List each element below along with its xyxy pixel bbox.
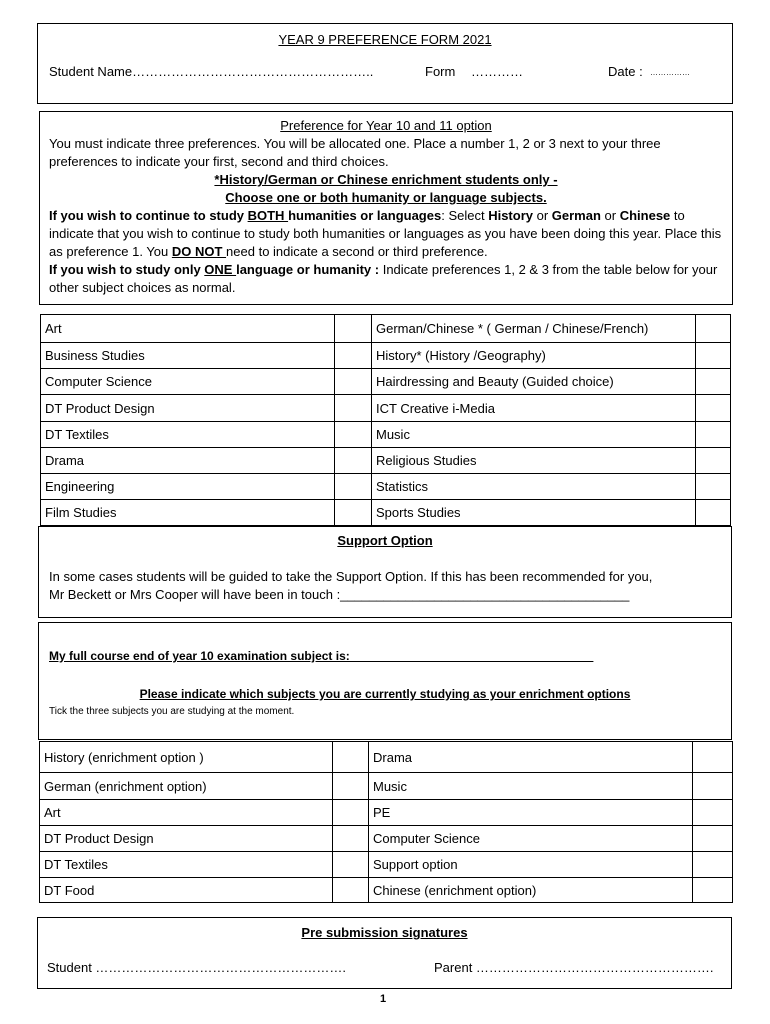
exam-box bbox=[38, 622, 732, 740]
subjects-choice-box-left[interactable] bbox=[335, 343, 372, 369]
enrichment-choice-box-left[interactable] bbox=[333, 878, 369, 903]
enrichment-row bbox=[40, 742, 733, 773]
header-box bbox=[37, 23, 733, 104]
enrichment-choice-box-right[interactable] bbox=[693, 852, 733, 878]
enrichment-choice-box-left[interactable] bbox=[333, 800, 369, 826]
enrichment-subject-right: Support option bbox=[369, 852, 693, 878]
subjects-choice-box-right[interactable] bbox=[696, 315, 731, 343]
subjects-subject-right: History* (History /Geography) bbox=[372, 343, 696, 369]
subjects-subject-right: ICT Creative i-Media bbox=[372, 395, 696, 422]
enrichment-choice-box-right[interactable] bbox=[693, 878, 733, 903]
enrichment-choice-box-left[interactable] bbox=[333, 742, 369, 773]
enrichment-subject-left: DT Textiles bbox=[40, 852, 333, 878]
subjects-subject-left: Engineering bbox=[41, 474, 335, 500]
subjects-choice-box-right[interactable] bbox=[696, 448, 731, 474]
support-heading: Support Option bbox=[337, 533, 433, 548]
choose-line: Choose one or both humanity or language subjects. bbox=[225, 190, 547, 205]
subjects-subject-right: Sports Studies bbox=[372, 500, 696, 526]
subjects-choice-box-right[interactable] bbox=[696, 395, 731, 422]
enrichment-choice-box-left[interactable] bbox=[333, 773, 369, 800]
enrichment-subject-left: Art bbox=[40, 800, 333, 826]
subjects-subject-right: Statistics bbox=[372, 474, 696, 500]
enrichment-subject-right: Music bbox=[369, 773, 693, 800]
enrichment-choice-box-left[interactable] bbox=[333, 826, 369, 852]
enrichment-row bbox=[40, 826, 733, 852]
preference-box bbox=[39, 111, 733, 305]
subjects-subject-right: German/Chinese * ( German / Chinese/French) bbox=[372, 315, 696, 343]
enrichment-subject-left: DT Product Design bbox=[40, 826, 333, 852]
enrichment-choice-box-left[interactable] bbox=[333, 852, 369, 878]
subjects-row bbox=[41, 448, 731, 474]
enrichment-subject-left: DT Food bbox=[40, 878, 333, 903]
subjects-choice-box-left[interactable] bbox=[335, 315, 372, 343]
exam-subject-line[interactable]: My full course end of year 10 examination subject is: ____________________________________ bbox=[49, 649, 594, 663]
preference-heading: Preference for Year 10 and 11 option bbox=[280, 118, 492, 133]
enrichment-options-heading: Please indicate which subjects you are currently studying as your enrichment options bbox=[139, 687, 631, 701]
subjects-choice-box-left[interactable] bbox=[335, 395, 372, 422]
subjects-row bbox=[41, 422, 731, 448]
tick-note: Tick the three subjects you are studying at the moment. bbox=[49, 706, 295, 717]
subjects-table bbox=[40, 314, 731, 526]
form-title: YEAR 9 PREFERENCE FORM 2021 bbox=[278, 32, 492, 47]
date-field[interactable]: …………… bbox=[650, 68, 690, 77]
form-field-label: Form bbox=[425, 64, 456, 79]
date-field-label: Date : bbox=[608, 64, 643, 79]
subjects-choice-box-right[interactable] bbox=[696, 422, 731, 448]
enrichment-choice-box-right[interactable] bbox=[693, 826, 733, 852]
enrichment-choice-box-right[interactable] bbox=[693, 742, 733, 773]
subjects-row bbox=[41, 343, 731, 369]
student-name-field[interactable]: Student Name……………………………………………….. bbox=[49, 64, 374, 79]
subjects-choice-box-left[interactable] bbox=[335, 500, 372, 526]
support-box bbox=[38, 526, 732, 618]
enrichment-subject-left: History (enrichment option ) bbox=[40, 742, 333, 773]
subjects-choice-box-right[interactable] bbox=[696, 343, 731, 369]
signatures-heading: Pre submission signatures bbox=[301, 925, 468, 940]
support-text-1: In some cases students will be guided to take the Support Option. If this has been recommended for you, bbox=[49, 569, 653, 584]
enrichment-table bbox=[39, 741, 733, 903]
form-field[interactable]: ………… bbox=[471, 64, 523, 79]
subjects-choice-box-right[interactable] bbox=[696, 474, 731, 500]
enrichment-choice-box-right[interactable] bbox=[693, 773, 733, 800]
subjects-subject-left: Art bbox=[41, 315, 335, 343]
preference-intro: You must indicate three preferences. You will be allocated one. Place a number 1, 2 or 3 next to your three preferences to indicate your first, second and third choices. bbox=[49, 136, 661, 169]
enrichment-row bbox=[40, 852, 733, 878]
subjects-row bbox=[41, 395, 731, 422]
subjects-choice-box-right[interactable] bbox=[696, 500, 731, 526]
subjects-choice-box-left[interactable] bbox=[335, 474, 372, 500]
enrichment-subject-right: Computer Science bbox=[369, 826, 693, 852]
subjects-subject-left: DT Product Design bbox=[41, 395, 335, 422]
enrichment-row bbox=[40, 800, 733, 826]
subjects-subject-left: Drama bbox=[41, 448, 335, 474]
enrichment-row bbox=[40, 773, 733, 800]
enrichment-choice-box-right[interactable] bbox=[693, 800, 733, 826]
enrichment-subject-right: Drama bbox=[369, 742, 693, 773]
subjects-subject-left: DT Textiles bbox=[41, 422, 335, 448]
enrichment-subject-right: PE bbox=[369, 800, 693, 826]
subjects-choice-box-left[interactable] bbox=[335, 422, 372, 448]
enrichment-subject-right: Chinese (enrichment option) bbox=[369, 878, 693, 903]
subjects-row bbox=[41, 500, 731, 526]
subjects-subject-right: Hairdressing and Beauty (Guided choice) bbox=[372, 369, 696, 395]
support-text-2[interactable]: Mr Beckett or Mrs Cooper will have been in touch :________________________________________ bbox=[49, 587, 630, 602]
subjects-choice-box-left[interactable] bbox=[335, 448, 372, 474]
subjects-subject-left: Film Studies bbox=[41, 500, 335, 526]
subjects-subject-right: Music bbox=[372, 422, 696, 448]
parent-signature-field[interactable]: Parent ………………………………………………. bbox=[434, 960, 714, 975]
enrichment-subject-left: German (enrichment option) bbox=[40, 773, 333, 800]
enrichment-heading: *History/German or Chinese enrichment students only - bbox=[214, 172, 558, 187]
signatures-box bbox=[37, 917, 732, 989]
subjects-row bbox=[41, 369, 731, 395]
enrichment-row bbox=[40, 878, 733, 903]
subjects-subject-left: Business Studies bbox=[41, 343, 335, 369]
page-number: 1 bbox=[380, 993, 387, 1005]
one-paragraph: If you wish to study only ONE language or humanity : Indicate preferences 1, 2 & 3 from the table below for your other subject choices as normal. bbox=[49, 262, 718, 295]
student-signature-field[interactable]: Student …………………………………………………. bbox=[47, 960, 347, 975]
both-paragraph: If you wish to continue to study BOTH humanities or languages: Select History or German or Chinese to indicate that you wish to continue to study both humanities or languages as you have been doing this year. Place this as preference 1. You DO NOT need to indicate a second or third preference. bbox=[49, 208, 722, 259]
subjects-choice-box-right[interactable] bbox=[696, 369, 731, 395]
subjects-row bbox=[41, 315, 731, 343]
subjects-subject-right: Religious Studies bbox=[372, 448, 696, 474]
subjects-row bbox=[41, 474, 731, 500]
subjects-subject-left: Computer Science bbox=[41, 369, 335, 395]
subjects-choice-box-left[interactable] bbox=[335, 369, 372, 395]
